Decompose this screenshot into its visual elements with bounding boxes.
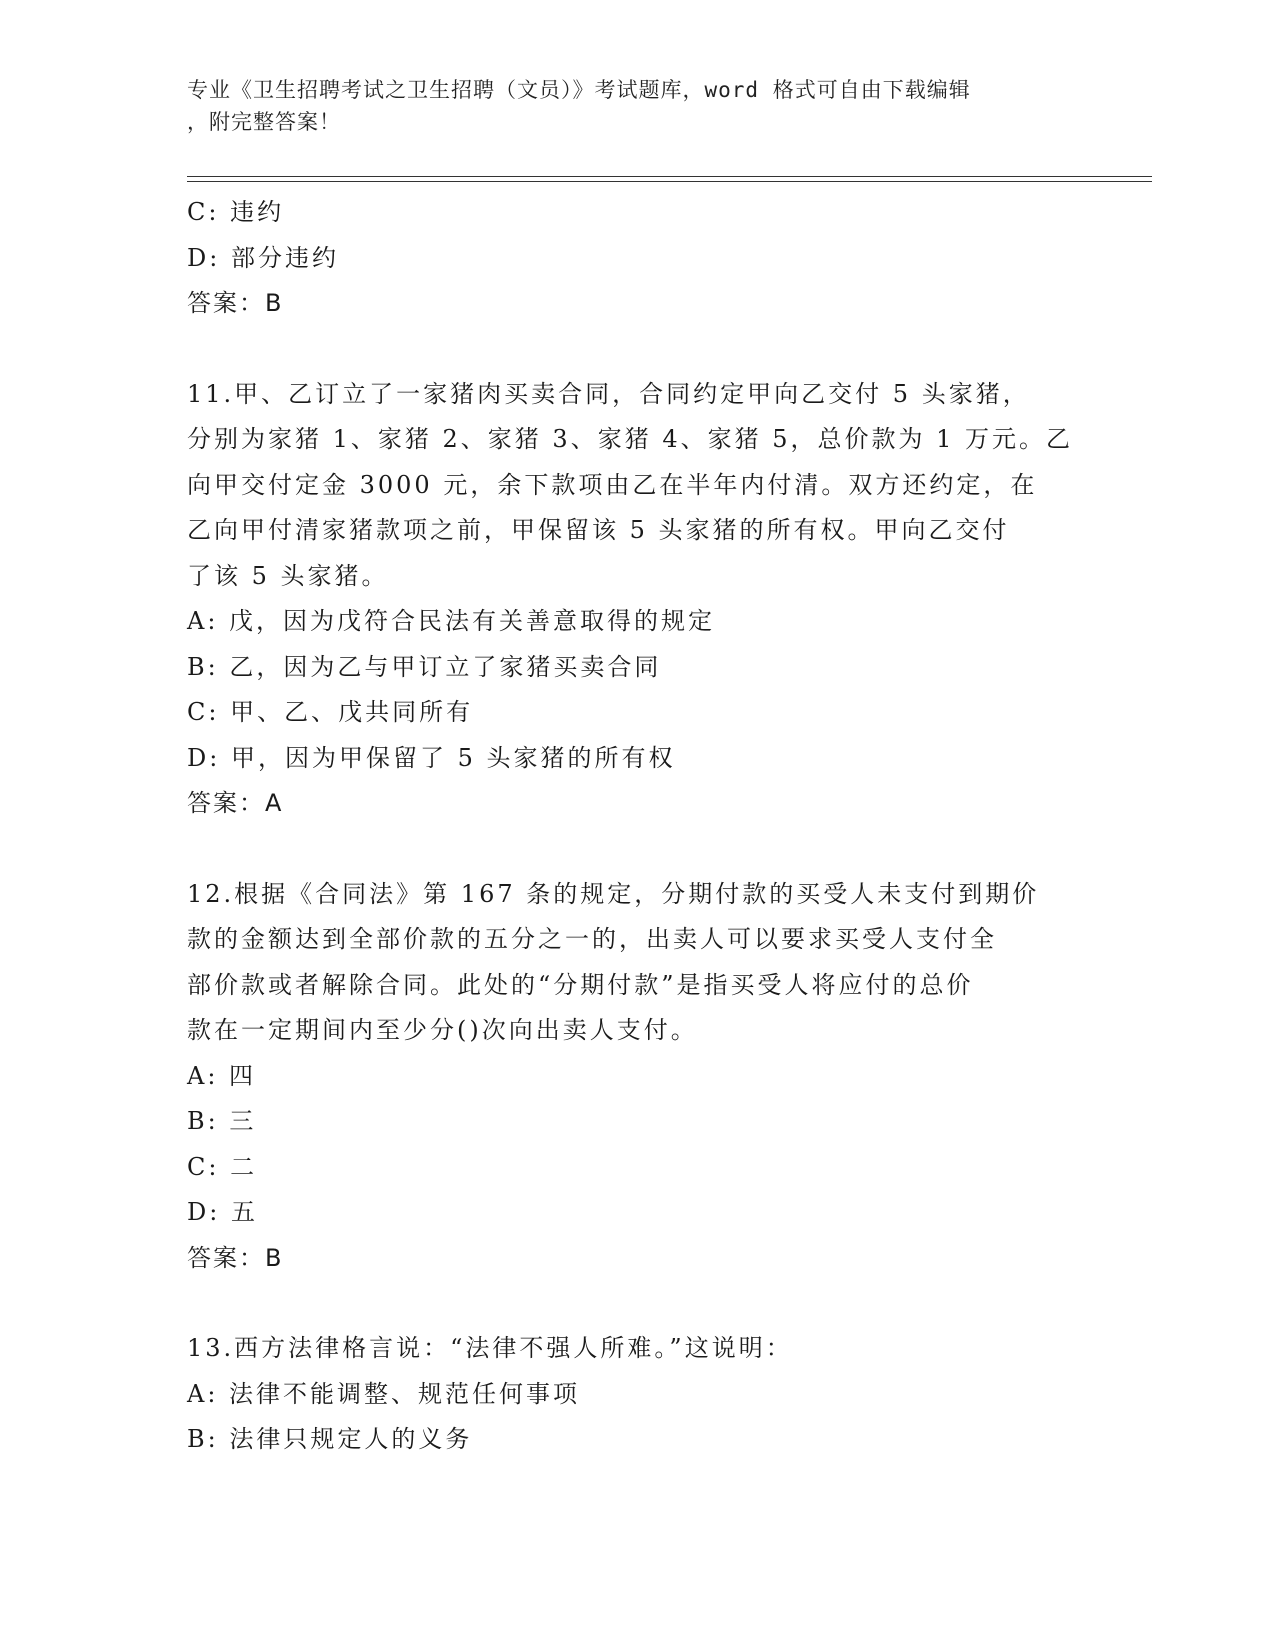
option-c: C: 甲、乙、戊共同所有 [187,698,474,726]
question-stem-line: 款在一定期间内至少分()次向出卖人支付。 [187,1016,698,1044]
option-a: A: 戊，因为戊符合民法有关善意取得的规定 [187,607,716,635]
option-d: D: 部分违约 [187,243,339,272]
header-line-2: ，附完整答案！ [187,110,341,134]
option-a: A: 四 [187,1061,257,1090]
option-c: C: 违约 [187,198,285,226]
question-stem-line: 部价款或者解除合同。此处的“分期付款”是指买受人将应付的总价 [187,970,974,999]
header-line-1: 专业《卫生招聘考试之卫生招聘（文员）》考试题库，word 格式可自由下载编辑 [187,78,971,102]
document-body [187,190,1087,1463]
question-stem-line: 向甲交付定金 3000 元，余下款项由乙在半年内付清。双方还约定，在 [187,470,1038,499]
question-stem-line: 乙向甲付清家猪款项之前，甲保留该 5 头家猪的所有权。甲向乙交付 [187,516,1010,544]
question-12 [187,872,1087,1282]
question-stem-line: 13.西方法律格言说：“法律不强人所难。”这说明： [187,1334,793,1362]
option-b: B: 法律只规定人的义务 [187,1425,473,1453]
question-stem-line: 分别为家猪 1、家猪 2、家猪 3、家猪 4、家猪 5，总价款为 1 万元。乙 [187,425,1074,453]
question-stem-line: 款的金额达到全部价款的五分之一的，出卖人可以要求买受人支付全 [187,925,997,953]
answer-line: 答案：B [187,1243,284,1272]
answer-line: 答案：A [187,789,284,817]
question-13 [187,1326,1087,1463]
option-b: B: 乙，因为乙与甲订立了家猪买卖合同 [187,652,662,681]
question-stem-line: 了该 5 头家猪。 [187,561,389,590]
option-b: B: 三 [187,1107,257,1135]
option-d: D: 甲，因为甲保留了 5 头家猪的所有权 [187,743,676,772]
header-rule-bottom [187,181,1152,182]
question-stem-line: 11.甲、乙订立了一家猪肉买卖合同，合同约定甲向乙交付 5 头家猪， [187,379,1030,408]
answer-line: 答案：B [187,289,284,317]
page-header [187,74,1087,138]
option-c: C: 二 [187,1152,258,1181]
question-stem-line: 12.根据《合同法》第 167 条的规定，分期付款的买受人未支付到期价 [187,879,1040,908]
option-d: D: 五 [187,1198,258,1226]
header-rule-top [187,176,1152,177]
option-a: A: 法律不能调整、规范任何事项 [187,1379,581,1408]
question-11 [187,372,1087,827]
